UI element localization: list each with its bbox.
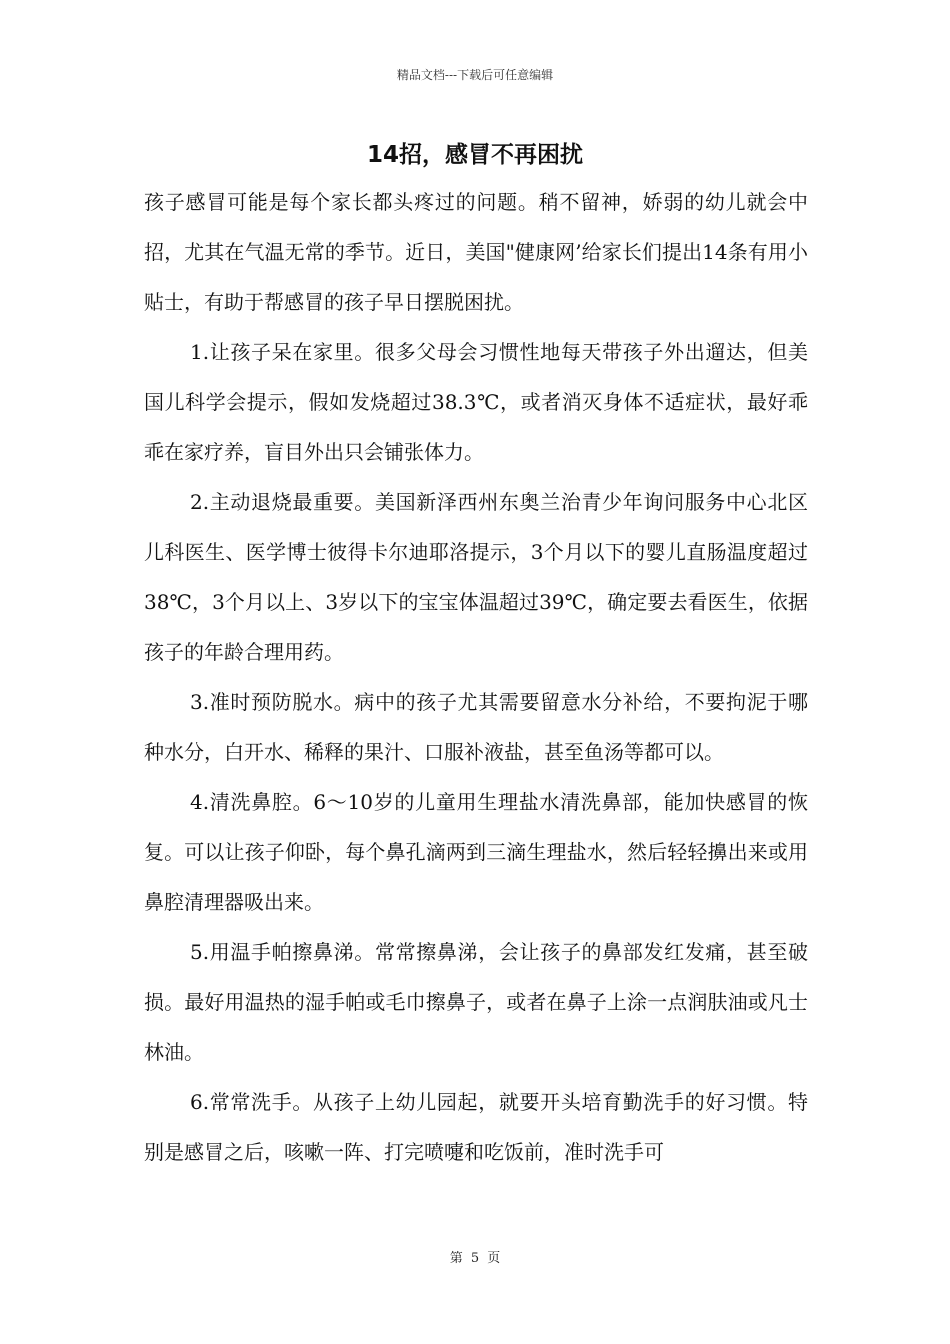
- header-note: 精品文档---下载后可任意编辑: [396, 68, 554, 82]
- paragraph-intro: 孩子感冒可能是每个家长都头疼过的问题。稍不留神，娇弱的幼儿就会中招，尤其在气温无常的季节。近日，美国"健康网’给家长们提出14条有用小贴士，有助于帮感冒的孩子早日摆脱困扰。: [144, 190, 808, 314]
- paragraph-tip-5: 5.用温手帕擦鼻涕。常常擦鼻涕，会让孩子的鼻部发红发痛，甚至破损。最好用温热的湿手帕或毛巾擦鼻子，或者在鼻子上涂一点润肤油或凡士林油。: [144, 940, 808, 1064]
- paragraph-tip-3: 3.准时预防脱水。病中的孩子尤其需要留意水分补给，不要拘泥于哪种水分，白开水、稀释的果汁、口服补液盐，甚至鱼汤等都可以。: [144, 690, 808, 764]
- document-title: 14招，感冒不再困扰: [366, 142, 583, 168]
- document-body: [144, 177, 808, 1177]
- paragraph-tip-4: 4.清洗鼻腔。6～10岁的儿童用生理盐水清洗鼻部，能加快感冒的恢复。可以让孩子仰卧，每个鼻孔滴两到三滴生理盐水，然后轻轻擤出来或用鼻腔清理器吸出来。: [144, 790, 808, 914]
- paragraph-tip-6: 6.常常洗手。从孩子上幼儿园起，就要开头培育勤洗手的好习惯。特别是感冒之后，咳嗽一阵、打完喷嚏和吃饭前，准时洗手可: [144, 1090, 808, 1164]
- paragraph-tip-1: 1.让孩子呆在家里。很多父母会习惯性地每天带孩子外出遛达，但美国儿科学会提示，假如发烧超过38.3℃，或者消灭身体不适症状，最好乖乖在家疗养，盲目外出只会铺张体力。: [144, 340, 808, 464]
- paragraph-tip-2: 2.主动退烧最重要。美国新泽西州东奥兰治青少年询问服务中心北区儿科医生、医学博士彼得卡尔迪耶洛提示，3个月以下的婴儿直肠温度超过38℃，3个月以上、3岁以下的宝宝体温超过39℃，确定要去看医生，依据孩子的年龄合理用药。: [144, 490, 808, 664]
- page-number: 第 5 页: [449, 1251, 501, 1266]
